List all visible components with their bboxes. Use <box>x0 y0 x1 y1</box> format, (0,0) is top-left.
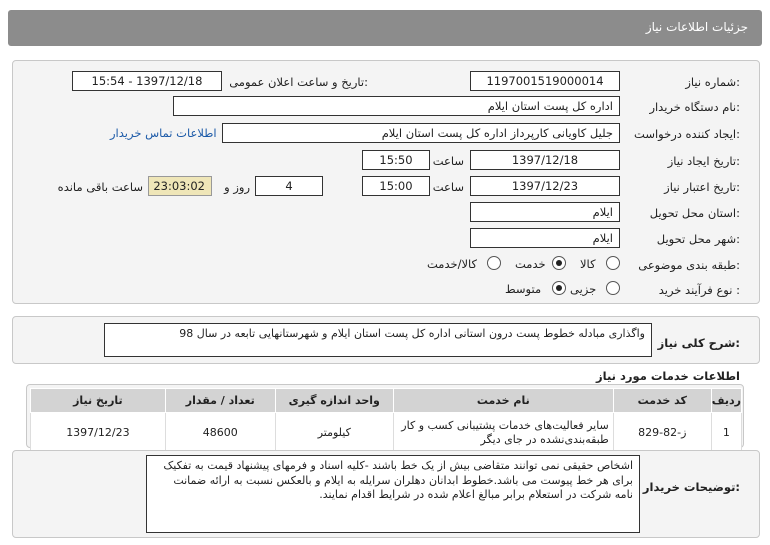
city-field: ایلام <box>470 228 620 248</box>
category-radio-service[interactable] <box>552 256 566 270</box>
col-unit: واحد اندازه گیری <box>275 389 393 413</box>
remaining-label: ساعت باقی مانده <box>57 180 143 194</box>
province-field: ایلام <box>470 202 620 222</box>
validity-hour-label: ساعت <box>432 180 464 194</box>
buyer-org-field: اداره کل پست استان ایلام <box>173 96 620 116</box>
process-radio-medium[interactable] <box>552 281 566 295</box>
page-header <box>8 10 762 46</box>
validity-time-field: 15:00 <box>362 176 430 196</box>
created-date-label: تاریخ ایجاد نیاز: <box>667 154 740 168</box>
table-row <box>31 413 742 453</box>
category-option-goods-service: کالا/خدمت <box>427 257 478 271</box>
need-number-label: شماره نیاز: <box>685 75 740 89</box>
city-label: شهر محل تحویل: <box>656 232 740 246</box>
services-title: اطلاعات خدمات مورد نیاز <box>596 369 740 383</box>
buyer-contact-link[interactable]: اطلاعات تماس خریدار <box>110 126 217 140</box>
category-label: طبقه بندی موضوعی: <box>638 258 740 272</box>
days-remaining-field: 4 <box>255 176 323 196</box>
col-name: نام خدمت <box>393 389 613 413</box>
requester-field: جلیل کاویانی کارپرداز اداره کل پست استان ایلام <box>222 123 620 143</box>
process-radio-minor[interactable] <box>606 281 620 295</box>
summary-label: شرح کلی نیاز: <box>657 336 740 350</box>
summary-text: واگذاری مبادله خطوط پست درون استانی اداره کل پست استان ایلام و شهرستانهایی تابعه در سال 98 <box>104 323 652 357</box>
category-radio-goods-service[interactable] <box>487 256 501 270</box>
category-option-goods: کالا <box>580 257 596 271</box>
buyer-org-label: نام دستگاه خریدار: <box>649 100 740 114</box>
cell-unit: کیلومتر <box>275 413 393 453</box>
notes-label: توضیحات خریدار: <box>642 480 740 494</box>
col-row: ردیف <box>711 389 741 413</box>
category-option-service: خدمت <box>515 257 546 271</box>
table-header-row <box>31 389 742 413</box>
cell-qty: 48600 <box>165 413 275 453</box>
process-label: نوع فرآیند خرید : <box>658 283 740 297</box>
cell-row: 1 <box>711 413 741 453</box>
cell-date: 1397/12/23 <box>31 413 166 453</box>
requester-label: ایجاد کننده درخواست: <box>634 127 740 141</box>
created-date-field: 1397/12/18 <box>470 150 620 170</box>
cell-code: ز-82-829 <box>613 413 711 453</box>
page-title: جزئیات اطلاعات نیاز <box>645 20 748 34</box>
province-label: استان محل تحویل: <box>649 206 740 220</box>
col-qty: تعداد / مقدار <box>165 389 275 413</box>
announce-field: 1397/12/18 - 15:54 <box>72 71 222 91</box>
created-hour-label: ساعت <box>432 154 464 168</box>
notes-text: اشخاص حقیقی نمی توانند متقاضی بیش از یک خط باشند -کلیه اسناد و فرمهای پیشنهاد قیمت به تفکیک برای هر خط پیوست می باشد.خطوط ابدانان دهلران سرایله به ایلام و بالعکس نسبت به ارائه ضمانت نامه شرکت در استعلام برابر مبالغ اعلام شده در شرایط اقدام نمایند. <box>146 455 640 533</box>
announce-label: تاریخ و ساعت اعلان عمومی: <box>229 75 368 89</box>
cell-name: سایر فعالیت‌های خدمات پشتیبانی کسب و کار طبقه‌بندی‌نشده در جای دیگر <box>393 413 613 453</box>
services-table <box>30 388 742 453</box>
process-option-minor: جزیی <box>570 282 597 296</box>
need-number-field: 1197001519000014 <box>470 71 620 91</box>
category-radio-goods[interactable] <box>606 256 620 270</box>
days-label: روز و <box>224 180 250 194</box>
col-code: کد خدمت <box>613 389 711 413</box>
remaining-time-field: 23:03:02 <box>148 176 212 196</box>
validity-date-label: تاریخ اعتبار نیاز: <box>664 180 740 194</box>
created-time-field: 15:50 <box>362 150 430 170</box>
col-date: تاریخ نیاز <box>31 389 166 413</box>
validity-date-field: 1397/12/23 <box>470 176 620 196</box>
process-option-medium: متوسط <box>505 282 542 296</box>
